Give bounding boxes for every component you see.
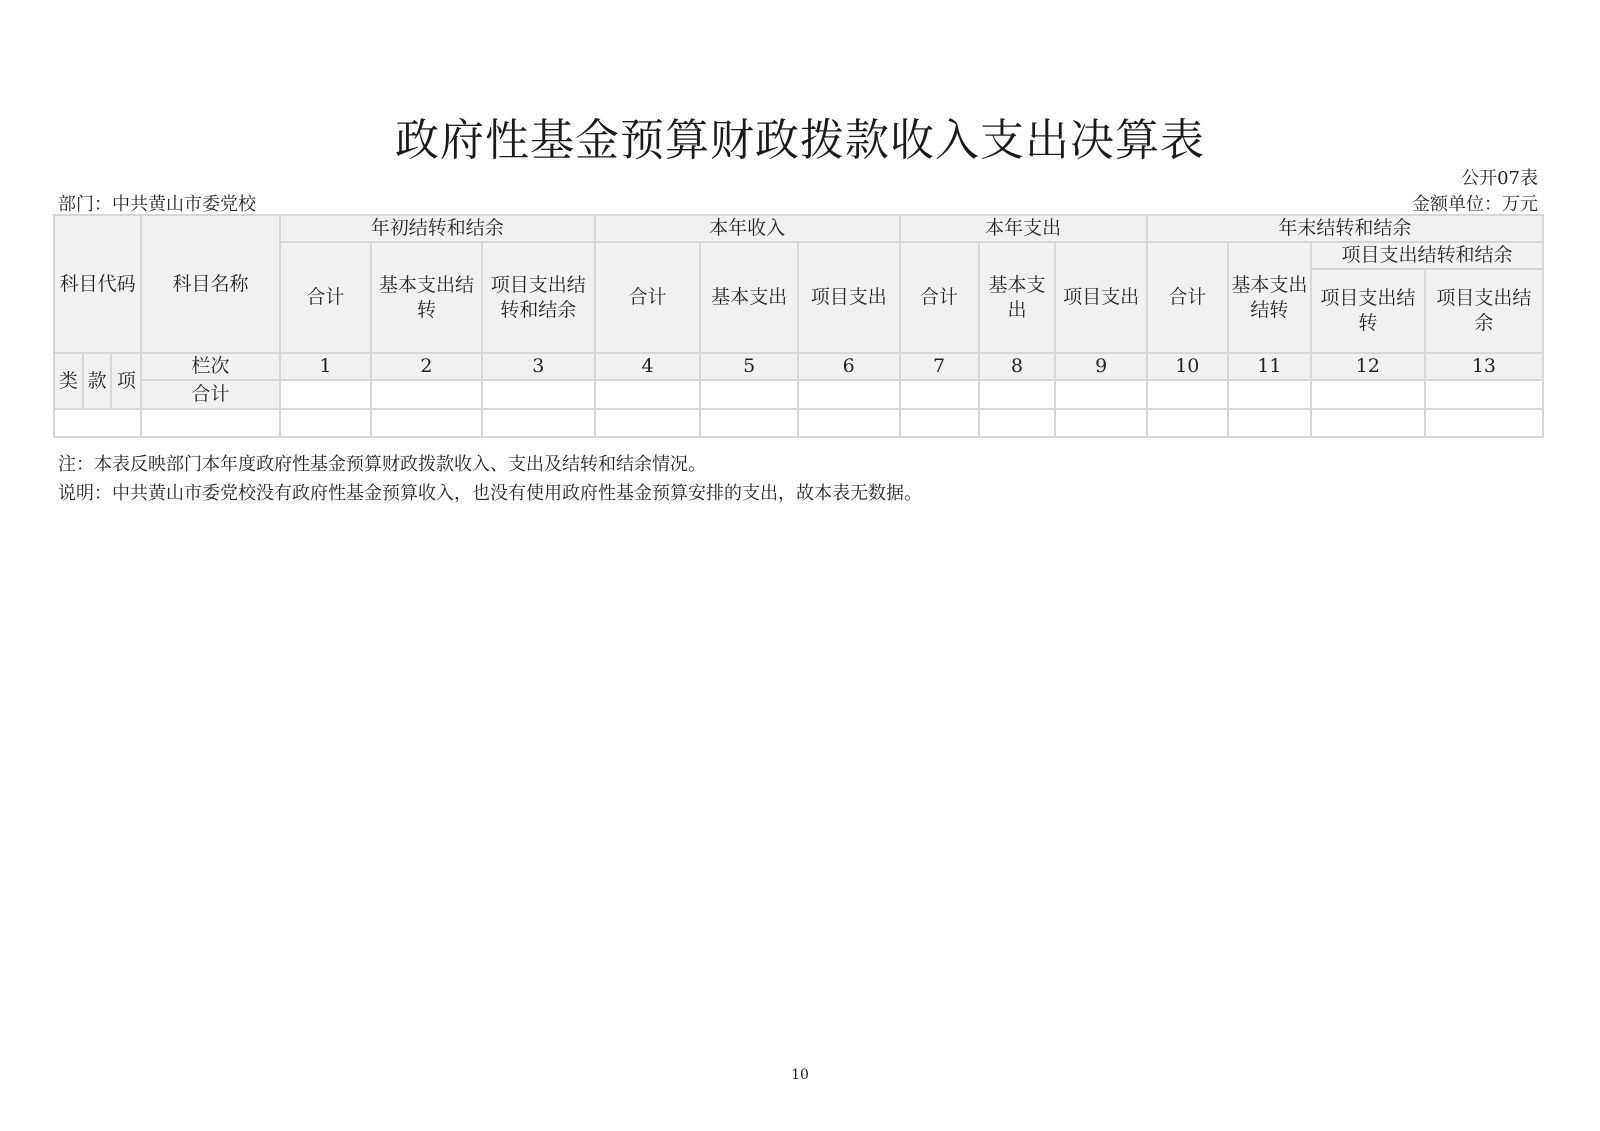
header-row-groups — [54, 215, 1543, 242]
table-cell — [1228, 380, 1311, 409]
table-cell — [700, 409, 797, 437]
table-cell — [1147, 380, 1228, 409]
header-begin-basic-carry: 基本支出结转 — [371, 242, 482, 353]
table-cell — [280, 380, 371, 409]
column-number: 2 — [371, 353, 482, 380]
column-number: 5 — [700, 353, 797, 380]
column-number: 12 — [1311, 353, 1425, 380]
column-number: 4 — [595, 353, 701, 380]
explanation-text: 说明：中共黄山市委党校没有政府性基金预算收入，也没有使用政府性基金预算安排的支出，故本表无数据。 — [58, 483, 922, 504]
header-income-project: 项目支出 — [798, 242, 900, 353]
table-cell — [1425, 409, 1543, 437]
table-cell — [1147, 409, 1228, 437]
header-code: 科目代码 — [54, 215, 141, 353]
note-text: 注：本表反映部门本年度政府性基金预算财政拨款收入、支出及结转和结余情况。 — [58, 454, 706, 475]
header-income-total: 合计 — [595, 242, 701, 353]
page-title: 政府性基金预算财政拨款收入支出决算表 — [395, 115, 1205, 166]
table-cell — [1055, 409, 1146, 437]
header-begin-total: 合计 — [280, 242, 371, 353]
table-cell — [54, 409, 141, 437]
header-group-end: 年末结转和结余 — [1147, 215, 1543, 242]
header-begin-project-carry: 项目支出结转和结余 — [482, 242, 595, 353]
column-index-row — [54, 353, 1543, 380]
label-kuan: 款 — [83, 353, 112, 409]
header-end-total: 合计 — [1147, 242, 1228, 353]
budget-table — [53, 214, 1544, 438]
label-total: 合计 — [141, 380, 280, 409]
label-column-index: 栏次 — [141, 353, 280, 380]
column-number: 1 — [280, 353, 371, 380]
header-expense-project: 项目支出 — [1055, 242, 1146, 353]
unit-label: 金额单位：万元 — [1412, 194, 1538, 215]
table-cell — [798, 409, 900, 437]
table-cell — [979, 409, 1056, 437]
table-cell — [900, 380, 979, 409]
column-number: 9 — [1055, 353, 1146, 380]
table-cell — [595, 409, 701, 437]
header-group-begin: 年初结转和结余 — [280, 215, 595, 242]
column-number: 11 — [1228, 353, 1311, 380]
table-cell — [1055, 380, 1146, 409]
total-row — [54, 380, 1543, 409]
table-cell — [595, 380, 701, 409]
column-number: 7 — [900, 353, 979, 380]
table-cell — [371, 380, 482, 409]
header-end-project-carry: 项目支出结转 — [1311, 269, 1425, 353]
table-cell — [1311, 380, 1425, 409]
table-cell — [979, 380, 1056, 409]
table-cell — [798, 380, 900, 409]
header-end-project-balance: 项目支出结余 — [1425, 269, 1543, 353]
form-code: 公开07表 — [1461, 168, 1538, 189]
table-cell — [700, 380, 797, 409]
label-xiang: 项 — [111, 353, 141, 409]
table-cell — [482, 409, 595, 437]
table-cell — [141, 409, 280, 437]
header-expense-total: 合计 — [900, 242, 979, 353]
column-number: 10 — [1147, 353, 1228, 380]
table-cell — [900, 409, 979, 437]
header-end-project-group: 项目支出结转和结余 — [1311, 242, 1543, 269]
header-name: 科目名称 — [141, 215, 280, 353]
table-cell — [280, 409, 371, 437]
column-number: 3 — [482, 353, 595, 380]
column-number: 13 — [1425, 353, 1543, 380]
department-label: 部门：中共黄山市委党校 — [58, 194, 256, 215]
table-cell — [1228, 409, 1311, 437]
header-group-income: 本年收入 — [595, 215, 900, 242]
page-number: 10 — [791, 1067, 809, 1083]
table-cell — [1425, 380, 1543, 409]
column-number: 6 — [798, 353, 900, 380]
table-cell — [1311, 409, 1425, 437]
header-expense-basic: 基本支出 — [979, 242, 1056, 353]
header-end-basic-carry: 基本支出结转 — [1228, 242, 1311, 353]
table-cell — [371, 409, 482, 437]
column-number: 8 — [979, 353, 1056, 380]
table-row — [54, 409, 1543, 437]
header-income-basic: 基本支出 — [700, 242, 797, 353]
label-lei: 类 — [54, 353, 83, 409]
header-group-expense: 本年支出 — [900, 215, 1147, 242]
table-cell — [482, 380, 595, 409]
